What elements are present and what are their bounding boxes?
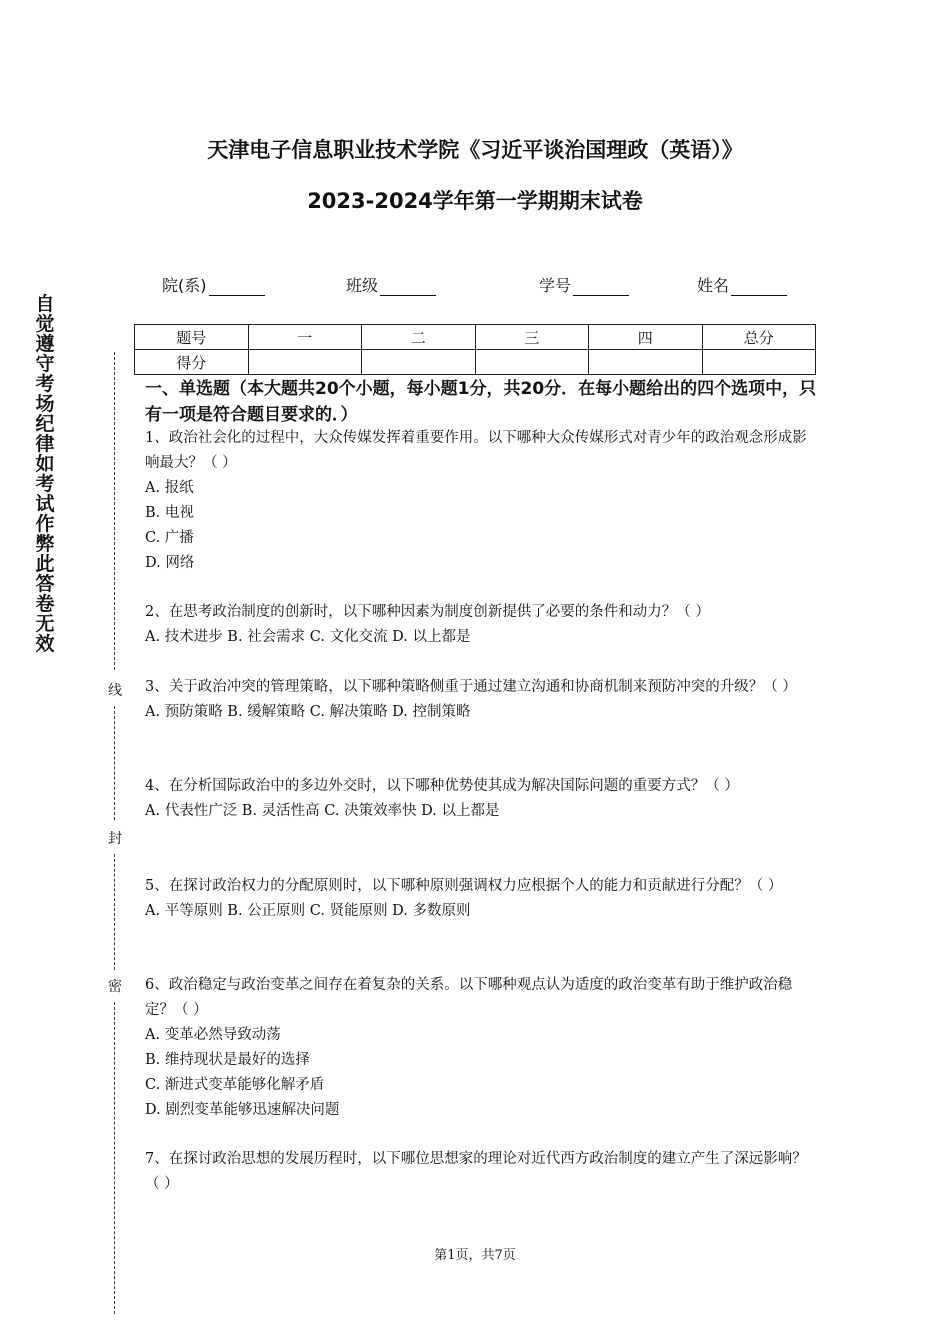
- option-a[interactable]: A. 报纸: [145, 480, 194, 496]
- info-student-id-label: 学号: [539, 276, 572, 295]
- department-blank[interactable]: [209, 279, 265, 296]
- question-2: [145, 600, 809, 650]
- score-cell[interactable]: [589, 350, 703, 375]
- binding-dashed-line: [114, 352, 115, 670]
- side-label-seal: 封: [105, 830, 125, 848]
- question-text: 5、在探讨政治权力的分配原则时，以下哪种原则强调权力应根据个人的能力和贡献进行分配？（ ）: [145, 878, 783, 894]
- score-cell[interactable]: [475, 350, 589, 375]
- question-3: [145, 675, 809, 725]
- name-blank[interactable]: [731, 279, 787, 296]
- binding-dashed-line: [114, 1002, 115, 1314]
- question-4: [145, 774, 809, 824]
- question-5: [145, 874, 809, 924]
- info-class-label: 班级: [346, 276, 379, 295]
- page-footer: 第1页，共7页: [434, 1248, 516, 1263]
- question-7: [145, 1147, 809, 1197]
- options-line[interactable]: A. 预防策略 B. 缓解策略 C. 解决策略 D. 控制策略: [145, 704, 471, 720]
- score-cell[interactable]: [362, 350, 476, 375]
- side-label-secret: 密: [105, 978, 125, 996]
- score-row-label: 得分: [135, 350, 249, 375]
- option-c[interactable]: C. 渐进式变革能够化解矛盾: [145, 1077, 325, 1093]
- question-1: [145, 426, 809, 576]
- score-table: [134, 324, 816, 375]
- question-text: 2、在思考政治制度的创新时，以下哪种因素为制度创新提供了必要的条件和动力？（ ）: [145, 604, 710, 620]
- section-heading: 一、单选题（本大题共20个小题，每小题1分，共20分．在每小题给出的四个选项中，只有一项是符合题目要求的．）: [145, 379, 817, 425]
- option-c[interactable]: C. 广播: [145, 530, 194, 546]
- score-header-cell: 二: [362, 325, 476, 350]
- info-name-label: 姓名: [697, 276, 730, 295]
- info-department[interactable]: [162, 276, 265, 296]
- question-text: 6、政治稳定与政治变革之间存在着复杂的关系。以下哪种观点认为适度的政治变革有助于维护政治稳定？（ ）: [145, 977, 793, 1018]
- info-class[interactable]: [346, 276, 436, 296]
- option-b[interactable]: B. 维持现状是最好的选择: [145, 1052, 310, 1068]
- info-department-label: 院(系): [162, 276, 207, 295]
- binding-dashed-line: [114, 706, 115, 820]
- exam-title-line2: 2023-2024学年第一学期期末试卷: [307, 189, 643, 213]
- question-text: 7、在探讨政治思想的发展历程时，以下哪位思想家的理论对近代西方政治制度的建立产生了深远影响？（ ）: [145, 1151, 807, 1192]
- options-line[interactable]: A. 代表性广泛 B. 灵活性高 C. 决策效率快 D. 以上都是: [145, 803, 500, 819]
- option-a[interactable]: A. 变革必然导致动荡: [145, 1027, 281, 1043]
- option-d[interactable]: D. 网络: [145, 555, 195, 571]
- option-b[interactable]: B. 电视: [145, 505, 194, 521]
- score-table-header-row: [135, 325, 816, 350]
- question-text: 3、关于政治冲突的管理策略，以下哪种策略侧重于通过建立沟通和协商机制来预防冲突的升级？（ ）: [145, 679, 797, 695]
- binding-dashed-line: [114, 854, 115, 970]
- score-header-cell: 一: [248, 325, 362, 350]
- options-line[interactable]: A. 技术进步 B. 社会需求 C. 文化交流 D. 以上都是: [145, 629, 471, 645]
- score-header-cell: 四: [589, 325, 703, 350]
- question-text: 1、政治社会化的过程中，大众传媒发挥着重要作用。以下哪种大众传媒形式对青少年的政治观念形成影响最大？（ ）: [145, 430, 807, 471]
- score-header-cell: 总分: [702, 325, 816, 350]
- score-cell[interactable]: [248, 350, 362, 375]
- score-cell[interactable]: [702, 350, 816, 375]
- exam-discipline-notice: 自觉遵守考场纪律如考试作弊此答卷无效: [35, 293, 55, 655]
- question-text: 4、在分析国际政治中的多边外交时，以下哪种优势使其成为解决国际问题的重要方式？（ ）: [145, 778, 739, 794]
- class-blank[interactable]: [380, 279, 436, 296]
- side-label-line: 线: [105, 682, 125, 700]
- info-student-id[interactable]: [539, 276, 629, 296]
- score-header-cell: 三: [475, 325, 589, 350]
- exam-title-line1: 天津电子信息职业技术学院《习近平谈治国理政（英语）》: [207, 138, 743, 162]
- score-header-cell: 题号: [135, 325, 249, 350]
- options-line[interactable]: A. 平等原则 B. 公正原则 C. 贤能原则 D. 多数原则: [145, 903, 471, 919]
- score-table-score-row: [135, 350, 816, 375]
- option-d[interactable]: D. 剧烈变革能够迅速解决问题: [145, 1102, 340, 1118]
- student-id-blank[interactable]: [573, 279, 629, 296]
- question-6: [145, 973, 809, 1123]
- info-name[interactable]: [697, 276, 787, 296]
